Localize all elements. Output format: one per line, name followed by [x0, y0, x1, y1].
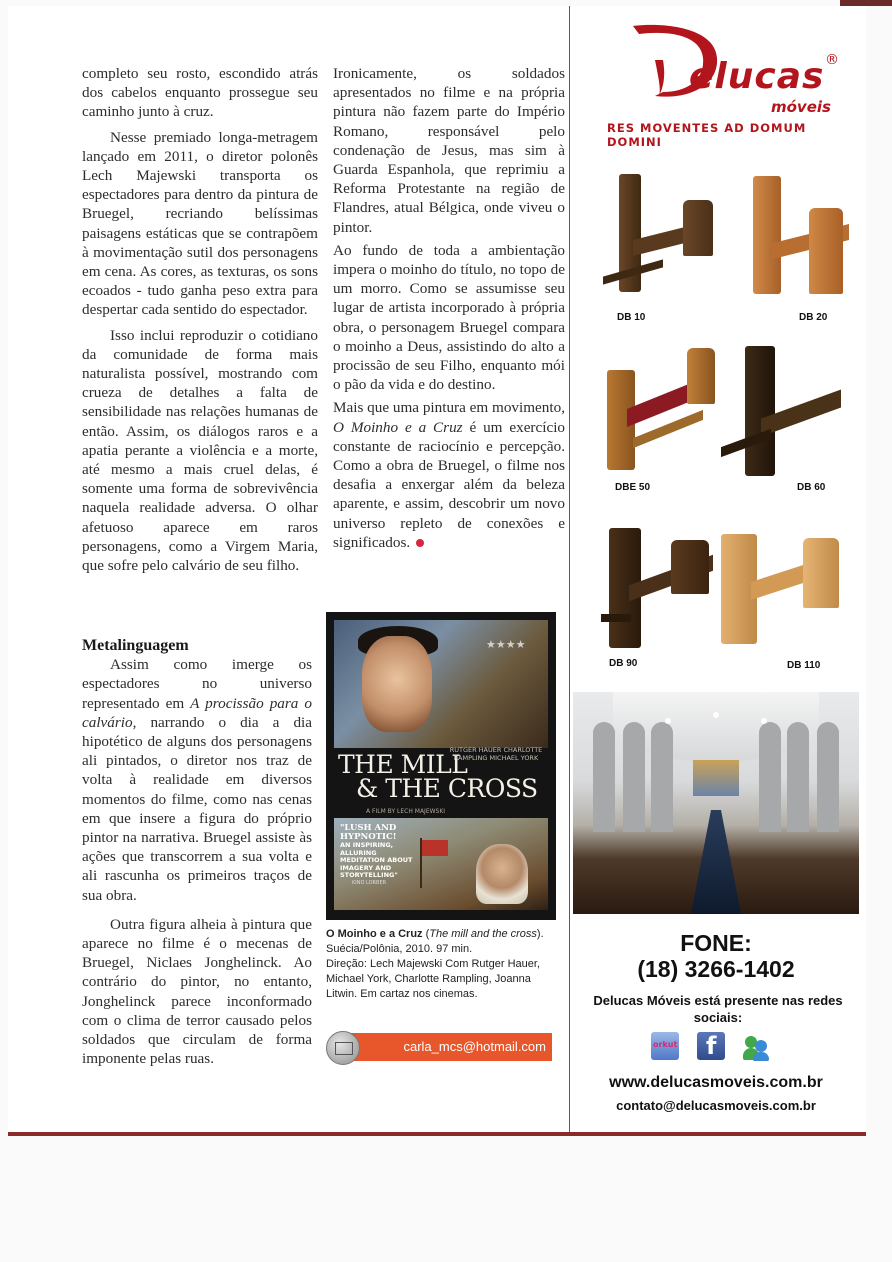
brand-tagline: RES MOVENTES AD DOMUM DOMINI — [607, 121, 807, 149]
pew-dbe50-image — [603, 346, 721, 476]
paragraph: Ao fundo de toda a ambientação impera o moinho do título, no topo de um morro. Como se assumisse seu lugar de artista incorporado à própria obra, o personagem Bruegel compara o moinho a Deus, assistindo do alto a procissão de seu Filho, enquanto mói o pão da vida e do destino. — [333, 241, 565, 394]
poster-quote: "LUSH AND HYPNOTIC! AN INSPIRING, ALLURING MEDITATION ABOUT IMAGERY AND STORYTELLING" — [340, 823, 413, 879]
registered-mark: ® — [825, 52, 839, 68]
brand-name: elucas — [689, 56, 825, 97]
phone-number[interactable]: (18) 3266-1402 — [637, 956, 795, 982]
brand-subtitle: móveis — [771, 98, 831, 116]
product-code: DB 110 — [787, 660, 821, 671]
phone-label: FONE: — [680, 930, 752, 956]
product-code: DB 60 — [797, 482, 826, 493]
author-email[interactable]: carla_mcs@hotmail.com — [403, 1039, 546, 1054]
column-divider — [569, 6, 570, 1132]
pew-db90-image — [601, 526, 719, 656]
envelope-icon — [326, 1031, 360, 1065]
pew-db10-image — [603, 172, 721, 302]
poster-title-line1: THE MILL — [338, 750, 468, 779]
article-column-1 — [82, 64, 318, 575]
poster-credits: RUTGER HAUER CHARLOTTE RAMPLING MICHAEL YORK — [449, 746, 543, 762]
paragraph: completo seu rosto, escondido atrás dos cabelos enquanto prossegue seu caminho junto à cruz. — [82, 65, 318, 121]
product-code: DBE 50 — [615, 482, 651, 493]
orkut-icon[interactable]: orkut — [651, 1032, 679, 1060]
article-column-2 — [333, 64, 565, 552]
pew-db60-image — [721, 342, 841, 482]
poster-face — [362, 636, 432, 732]
poster-caption: O Moinho e a Cruz (The mill and the cross). Suécia/Polônia, 2010. 97 min. Direção: Lech Majewski Com Rutger Hauer, Michael York, Charlotte Rampling, Joanna Litwin. Em cartaz nos cinemas. — [326, 928, 544, 1000]
article-column-3 — [82, 636, 312, 1068]
poster-director: A FILM BY LECH MAJEWSKI — [366, 808, 446, 815]
author-email-bar[interactable] — [326, 1031, 552, 1065]
paragraph: Nesse premiado longa-metragem lançado em 2011, o diretor polonês Lech Majewski transporta os espectadores para dentro da pintura de Bruegel, recriando belíssimas paisagens estáticas que se contrapõem à movimentação sutil dos personagens em cena. As cores, as texturas, os sons ecoados - tudo ganha peso extra para despertar cada sentido do espectador. — [82, 128, 318, 319]
product-code: DB 10 — [617, 312, 646, 323]
end-mark-icon — [416, 539, 424, 547]
poster-woman-figure — [476, 844, 528, 904]
church-interior-photo — [573, 692, 859, 914]
poster-rating-stars: ★★★★ — [486, 638, 526, 651]
social-networks-text: Delucas Móveis está presente nas redes sociais: — [593, 993, 843, 1025]
paragraph: Ironicamente, os soldados apresentados no filme e na própria pintura não fazem parte do Império Romano, responsável pelo condenação de Jesus, mas sim à Guarda Espanhola, que reprimiu a Reforma Protestante na região de Flandres, atual Bélgica, onde viveu o pintor. — [333, 65, 565, 236]
poster-flag — [422, 840, 448, 856]
paragraph: Isso inclui reproduzir o cotidiano da comunidade de forma mais naturalista possível, mostrando com crueza de detalhes a falta de sensibilidade nas relações humanas de então. Assim, os diálogos raros e a apatia perante a violência e a morte, até mesmo a mais cruel delas, é somente uma forma de sobrevivência naquela realidade adversa. O olhar afetuoso aparece em raros personagens, como a Virgem Maria, que sofre pelo calvário de seu filho. — [82, 326, 318, 575]
facebook-icon[interactable]: f — [697, 1032, 725, 1060]
section-heading: Metalinguagem — [82, 637, 189, 654]
msn-icon[interactable] — [743, 1032, 771, 1060]
delucas-advertisement — [573, 6, 863, 1132]
poster-title-line2: & THE CROSS — [356, 774, 538, 803]
pew-db110-image — [721, 528, 841, 656]
paragraph: Mais que uma pintura em movimento, O Moinho e a Cruz é um exercício constante de raciocínio e percepção. Como a obra de Bruegel, o filme nos desafia a enxergar além da beleza aparente, e assim, descobrir um novo universo repleto de conexões e significados. — [333, 399, 566, 551]
paragraph: Outra figura alheia à pintura que aparece no filme é o mecenas de Bruegel, Niclaes Jonghelinck. Ao contrário do pintor, no entanto, Jonghelinck parece inconformado com o clima de terror causado pelos soldados que circulam de forma imponente pelas ruas. — [82, 915, 312, 1068]
paragraph: Assim como imerge os espectadores no universo representado em A procissão para o calvário, narrando o dia a dia hipotético de alguns dos personagens ali pintados, o diretor nos traz de volta à realidade em diversos momentos do filme, como nas cenas em que insere a figura do próprio pintor na narrativa. Bruegel assiste às ações que transcorrem a sua volta e ali rascunha os primeiros traços de sua obra. — [82, 656, 312, 904]
product-code: DB 90 — [609, 658, 638, 669]
product-code: DB 20 — [799, 312, 828, 323]
pew-db20-image — [749, 172, 859, 302]
movie-poster — [326, 612, 556, 920]
website-link[interactable]: www.delucasmoveis.com.br — [609, 1074, 823, 1091]
poster-distributor: KINO LORBER — [352, 880, 387, 886]
contact-email[interactable]: contato@delucasmoveis.com.br — [616, 1098, 816, 1113]
